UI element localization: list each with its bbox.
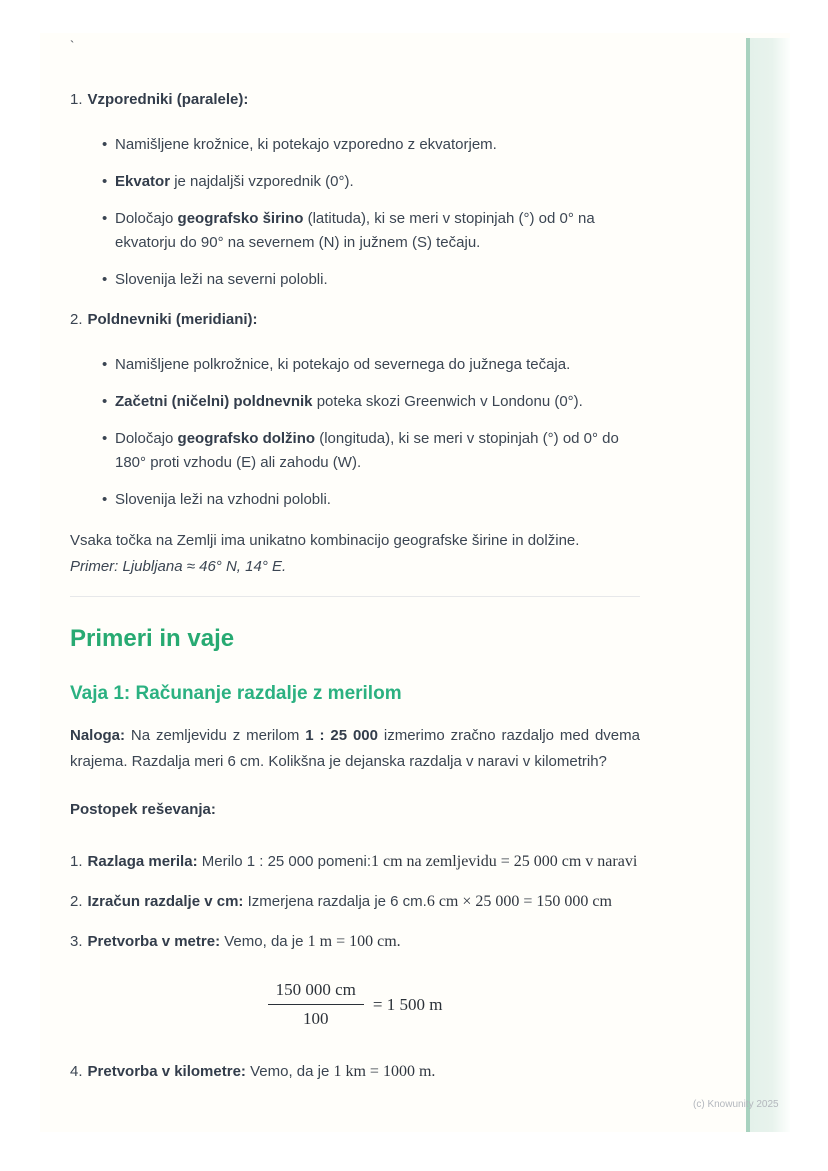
bullet-bold-text: Ekvator [115,173,171,190]
numbered-item-title: Vzporedniki (paralele): [87,91,249,108]
bullet-text: poteka skozi Greenwich v Londonu (0°). [312,393,583,410]
bullet-text: Določajo [115,430,178,447]
procedure-step [70,849,640,874]
step-text: Vemo, da je [245,1063,334,1080]
step-number: 4. [70,1063,83,1080]
bullet-item [70,488,640,512]
bullet-item [70,427,640,475]
bullet-item [70,133,640,157]
step-math: 1 cm na zemljevidu = 25 000 cm v naravi [371,853,638,870]
numbered-item-title: Poldnevniki (meridiani): [87,311,258,328]
task-text: izmerimo zračno razdaljo med dvema krajema. Razdalja meri 6 cm. Kolikšna je dejanska razdalja v naravi v kilometrih? [70,727,640,770]
step-label: Razlaga merila: [87,853,198,870]
bullet-text: je najdaljši vzporednik (0°). [170,173,354,190]
numbered-item-number: 1. [70,91,83,108]
bullet-bold-text: geografsko širino [177,210,304,227]
stray-backtick-mark: ` [70,38,75,53]
step-number: 1. [70,853,83,870]
procedure-step [70,1059,640,1084]
step-text: Merilo 1 : 25 000 pomeni: [197,853,371,870]
example-note: Primer: Ljubljana ≈ 46° N, 14° E. [70,558,287,575]
step-math: 6 cm × 25 000 = 150 000 cm [426,893,612,910]
step-label: Izračun razdalje v cm: [87,893,244,910]
bullet-bold-text: geografsko dolžino [177,430,316,447]
step-number: 3. [70,933,83,950]
formula-result: = 1 500 m [372,994,443,1014]
step-math: 1 m = 100 cm. [307,933,401,950]
numbered-item-heading [70,88,640,112]
task-text: Na zemljevidu z merilom [125,727,306,744]
bullet-list [70,353,640,512]
bullet-text: Določajo [115,210,178,227]
fraction-denominator: 100 [302,1009,329,1028]
fraction [268,980,364,1029]
procedure-step [70,929,640,954]
step-text: Izmerjena razdalja je 6 cm. [243,893,427,910]
step-label: Pretvorba v kilometre: [87,1063,246,1080]
bullet-item [70,268,640,292]
numbered-item [70,88,640,292]
bullet-item [70,207,640,255]
procedure-title: Postopek reševanja: [70,801,216,818]
numbered-item [70,308,640,512]
document-page [40,33,790,1132]
bullet-text: (longituda), ki se meri v stopinjah (°) od 0° do 180° proti vzhodu (E) ali zahodu (W). [115,430,619,471]
fraction-formula [70,980,640,1029]
step-label: Pretvorba v metre: [87,933,221,950]
bullet-text: Namišljene krožnice, ki potekajo vzporedno z ekvatorjem. [115,136,497,153]
procedure-step [70,889,640,914]
bullet-list [70,133,640,292]
task-label: Naloga: [70,727,126,744]
task-scale: 1 : 25 000 [305,727,378,744]
bullet-item [70,353,640,377]
decorative-sidebar-strip [746,38,790,1132]
bullet-item [70,170,640,194]
section-divider [70,596,640,597]
section-heading: Primeri in vaje [70,625,235,652]
step-text: Vemo, da je [220,933,308,950]
numbered-item-heading [70,308,640,332]
copyright-notice: (c) Knowunity 2025 [693,1099,779,1110]
bullet-text: Namišljene polkrožnice, ki potekajo od severnega do južnega tečaja. [115,356,571,373]
bullet-text: Slovenija leži na severni polobli. [115,271,328,288]
bullet-item [70,390,640,414]
exercise-heading: Vaja 1: Računanje razdalje z merilom [70,683,402,704]
step-number: 2. [70,893,83,910]
fraction-numerator: 150 000 cm [268,980,364,1005]
bullet-text: Slovenija leži na vzhodni polobli. [115,491,331,508]
summary-paragraph: Vsaka točka na Zemlji ima unikatno kombinacijo geografske širine in dolžine. [70,532,580,549]
numbered-item-number: 2. [70,311,83,328]
bullet-text: (latituda), ki se meri v stopinjah (°) od 0° na ekvatorju do 90° na severnem (N) in južnem (S) tečaju. [115,210,595,251]
document-content [40,33,640,1084]
bullet-bold-text: Začetni (ničelni) poldnevnik [115,393,313,410]
task-paragraph [70,723,640,775]
step-math: 1 km = 1000 m. [333,1063,436,1080]
procedure-steps [70,849,640,1084]
